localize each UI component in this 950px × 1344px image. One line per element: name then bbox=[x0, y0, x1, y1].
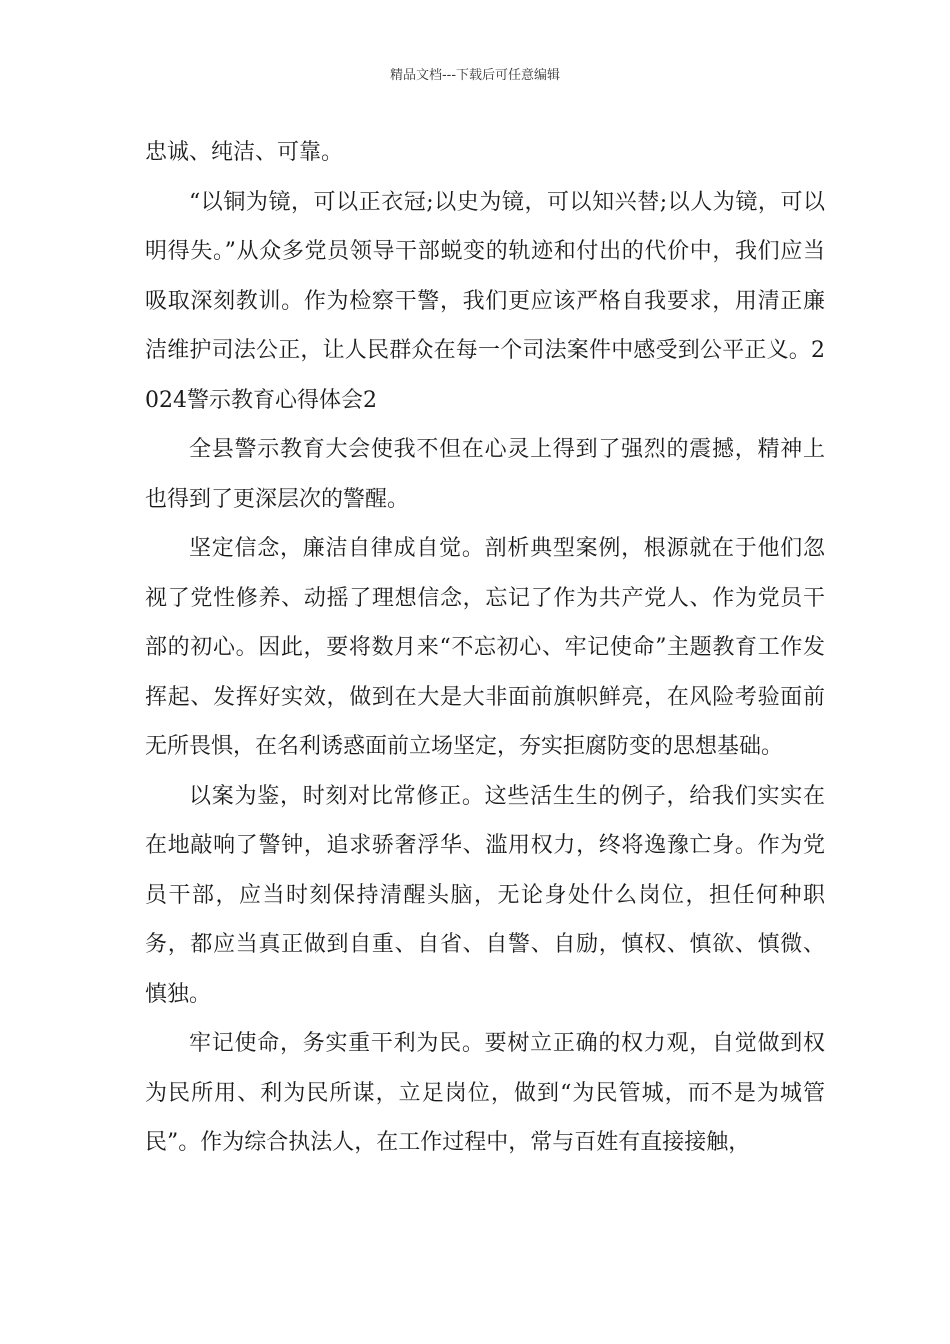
paragraph-5: 以案为鉴，时刻对比常修正。这些活生生的例子，给我们实实在在地敲响了警钟，追求骄奢浮华、滥用权力，终将逸豫亡身。作为党员干部，应当时刻保持清醒头脑，无论身处什么岗位，担任何种职务，都应当真正做到自重、自省、自警、自励，慎权、慎欲、慎微、慎独。 bbox=[145, 783, 825, 1007]
page-header: 精品文档---下载后可任意编辑 bbox=[389, 68, 561, 83]
paragraph-6: 牢记使命，务实重干利为民。要树立正确的权力观，自觉做到权为民所用、利为民所谋，立足岗位，做到“为民管城，而不是为城管民”。作为综合执法人，在工作过程中，常与百姓有直接接触， bbox=[145, 1031, 825, 1155]
document-body bbox=[145, 128, 825, 1168]
paragraph-3: 全县警示教育大会使我不但在心灵上得到了强烈的震撼，精神上也得到了更深层次的警醒。 bbox=[145, 437, 825, 512]
paragraph-2: “以铜为镜，可以正衣冠;以史为镜，可以知兴替;以人为镜，可以明得失。”从众多党员领导干部蜕变的轨迹和付出的代价中，我们应当吸取深刻教训。作为检察干警，我们更应该严格自我要求，用清正廉洁维护司法公正，让人民群众在每一个司法案件中感受到公平正义。2024警示教育心得体会2 bbox=[145, 189, 825, 413]
paragraph-4: 坚定信念，廉洁自律成自觉。剖析典型案例，根源就在于他们忽视了党性修养、动摇了理想信念，忘记了作为共产党人、作为党员干部的初心。因此，要将数月来“不忘初心、牢记使命”主题教育工作发挥起、发挥好实效，做到在大是大非面前旗帜鲜亮，在风险考验面前无所畏惧，在名利诱惑面前立场坚定，夯实拒腐防变的思想基础。 bbox=[145, 536, 825, 759]
paragraph-1: 忠诚、纯洁、可靠。 bbox=[145, 140, 344, 165]
